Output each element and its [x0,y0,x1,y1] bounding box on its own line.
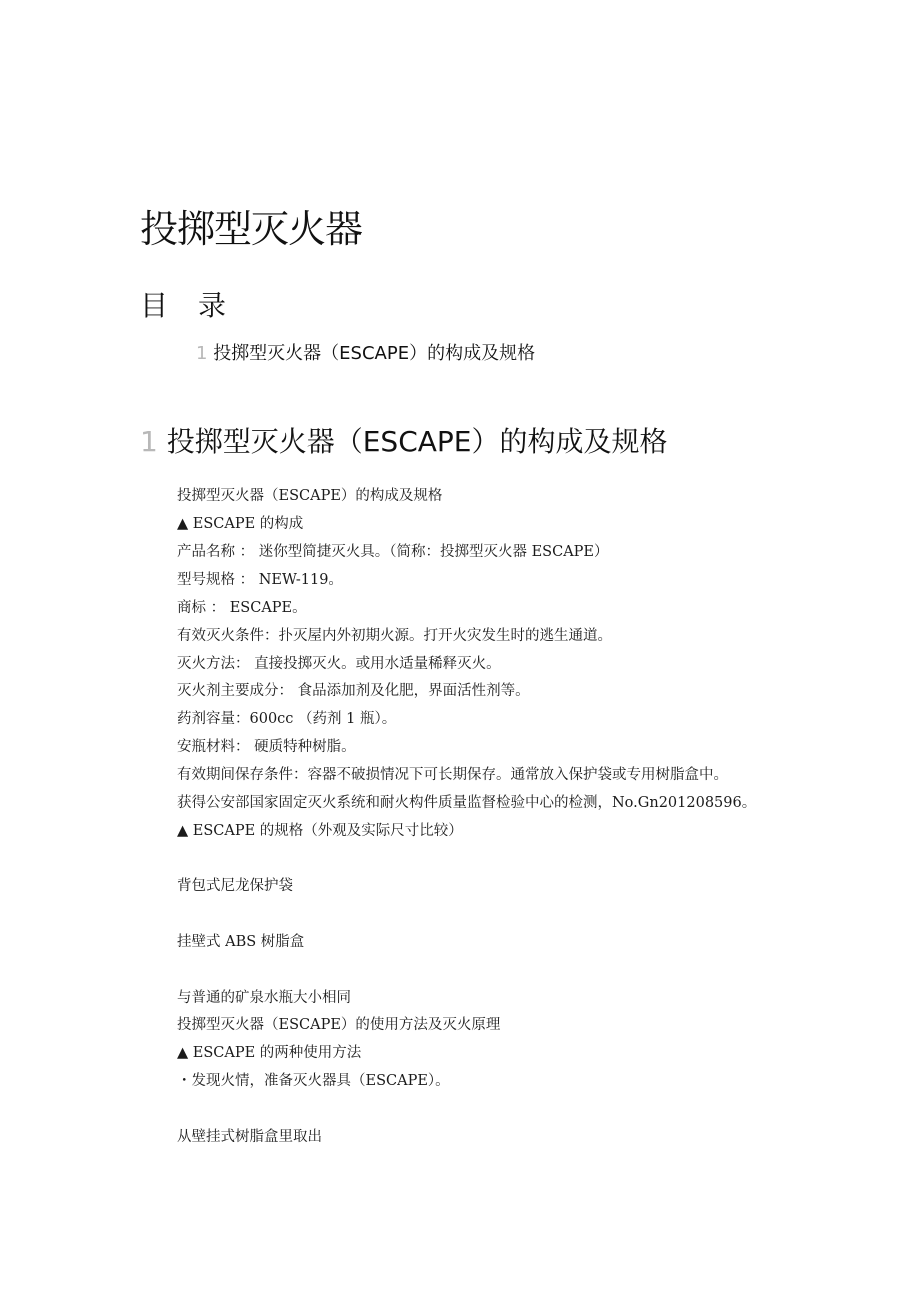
body-line: 产品名称 ： 迷你型简捷灭火具。（简称：投掷型灭火器 ESCAPE） [177,544,609,560]
body-line: 获得公安部国家固定灭火系统和耐火构件质量监督检验中心的检测，No.Gn201208596。 [177,795,757,811]
section-number: 1 [140,425,158,458]
body-line: 与普通的矿泉水瓶大小相同 [177,990,351,1006]
body-line: ・发现火情，准备灭火器具（ESCAPE）。 [177,1073,450,1089]
body-line: 安瓶材料： 硬质特种树脂。 [177,739,356,755]
toc-item-label: 投掷型灭火器（ESCAPE）的构成及规格 [213,343,536,364]
body-line: ▲ ESCAPE 的两种使用方法 [177,1045,362,1061]
document-title: 投掷型灭火器 [140,207,363,251]
body-line: 型号规格 ： NEW-119。 [177,572,343,588]
body-line: 药剂容量：600cc （药剂 1 瓶）。 [177,711,397,727]
body-line: 有效期间保存条件：容器不破损情况下可长期保存。通常放入保护袋或专用树脂盒中。 [177,767,728,783]
body-line: ▲ ESCAPE 的规格（外观及实际尺寸比较） [177,823,463,839]
body-line: 灭火剂主要成分： 食品添加剂及化肥，界面活性剂等。 [177,683,530,699]
body-line: 从壁挂式树脂盒里取出 [177,1129,322,1145]
body-line: ▲ ESCAPE 的构成 [177,516,304,532]
toc-item-number: 1 [196,343,208,364]
body-line: 商标 ： ESCAPE。 [177,600,307,616]
body-line: 投掷型灭火器（ESCAPE）的构成及规格 [177,488,443,504]
body-line: 灭火方法： 直接投掷灭火。或用水适量稀释灭火。 [177,656,501,672]
body-line: 背包式尼龙保护袋 [177,878,293,894]
body-line: 投掷型灭火器（ESCAPE）的使用方法及灭火原理 [177,1017,501,1033]
body-line: 有效灭火条件：扑灭屋内外初期火源。打开火灾发生时的逃生通道。 [177,628,612,644]
section-title: 投掷型灭火器（ESCAPE）的构成及规格 [166,425,668,458]
toc-item-1[interactable] [196,339,535,365]
section-heading [140,420,667,460]
body-line: 挂壁式 ABS 树脂盒 [177,934,305,950]
toc-heading: 目录 [140,289,257,322]
